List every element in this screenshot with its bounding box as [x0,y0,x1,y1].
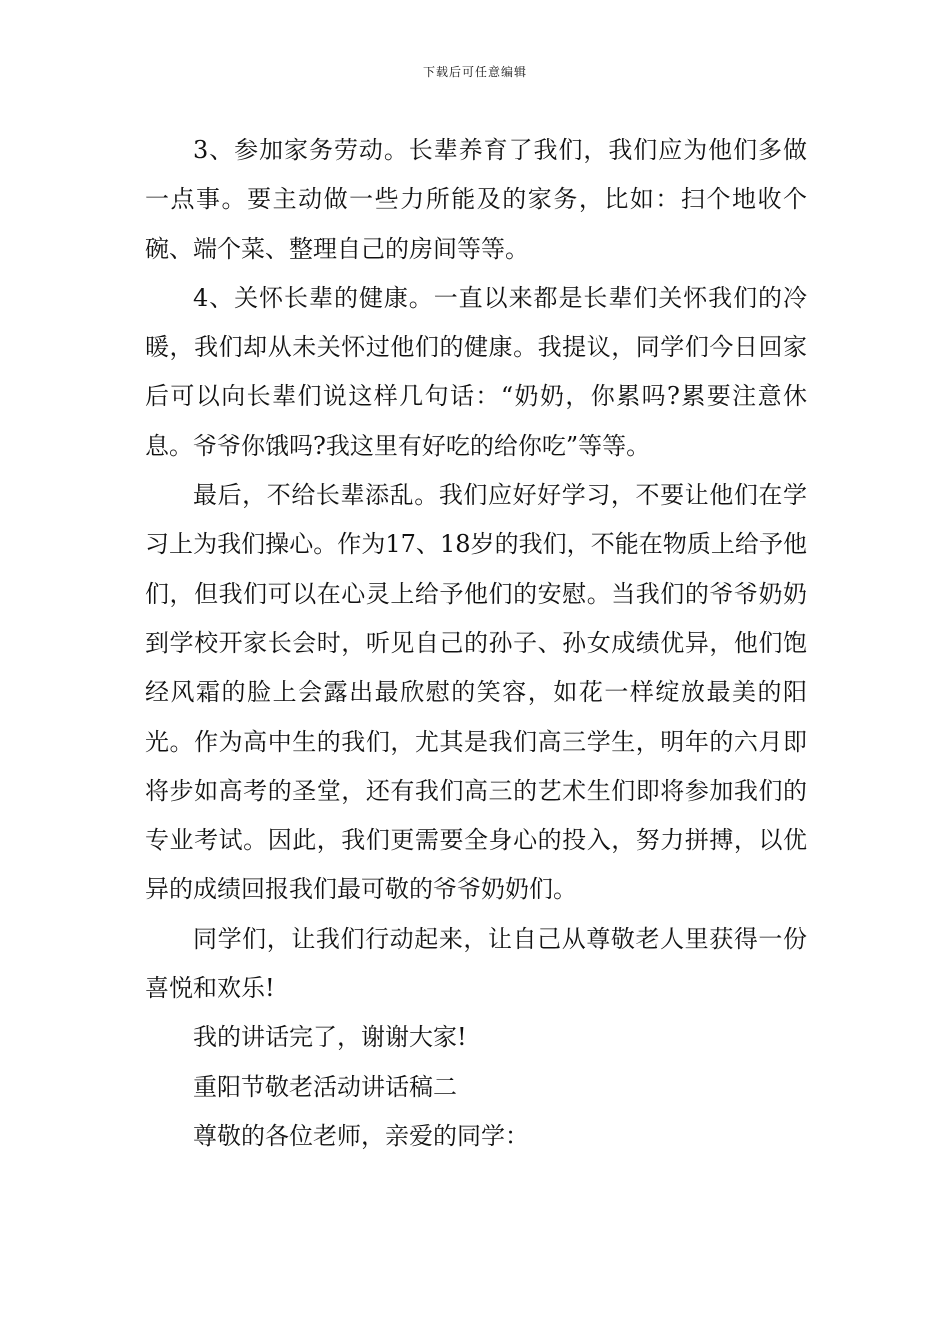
section-title-speech-two: 重阳节敬老活动讲话稿二 [193,1072,457,1101]
page-header: 下载后可任意编辑 [422,65,527,79]
paragraph-housework: 3、参加家务劳动。长辈养育了我们，我们应为他们多做一点事。要主动做一些力所能及的家务，比如：扫个地收个碗、端个菜、整理自己的房间等等。 [145,136,807,263]
paragraph-health-care: 4、关怀长辈的健康。一直以来都是长辈们关怀我们的冷暖，我们却从未关怀过他们的健康。我提议，同学们今日回家后可以向长辈们说这样几句话：“奶奶，你累吗?累要注意休息。爷爷你饿吗?我这里有好吃的给你吃”等等。 [145,283,807,460]
paragraph-study-hard: 最后，不给长辈添乱。我们应好好学习，不要让他们在学习上为我们操心。作为17、18岁的我们，不能在物质上给予他们，但我们可以在心灵上给予他们的安慰。当我们的爷爷奶奶到学校开家长会时，听见自己的孙子、孙女成绩优异，他们饱经风霜的脸上会露出最欣慰的笑容，如花一样绽放最美的阳光。作为高中生的我们，尤其是我们高三学生，明年的六月即将步如高考的圣堂，还有我们高三的艺术生们即将参加我们的专业考试。因此，我们更需要全身心的投入，努力拼搏，以优异的成绩回报我们最可敬的爷爷奶奶们。 [145,481,807,904]
paragraph-call-to-action: 同学们，让我们行动起来，让自己从尊敬老人里获得一份喜悦和欢乐! [145,924,807,1003]
document-body [145,126,807,1161]
paragraph-salutation: 尊敬的各位老师，亲爱的同学： [193,1121,529,1150]
paragraph-closing-thanks: 我的讲话完了，谢谢大家! [193,1023,467,1052]
